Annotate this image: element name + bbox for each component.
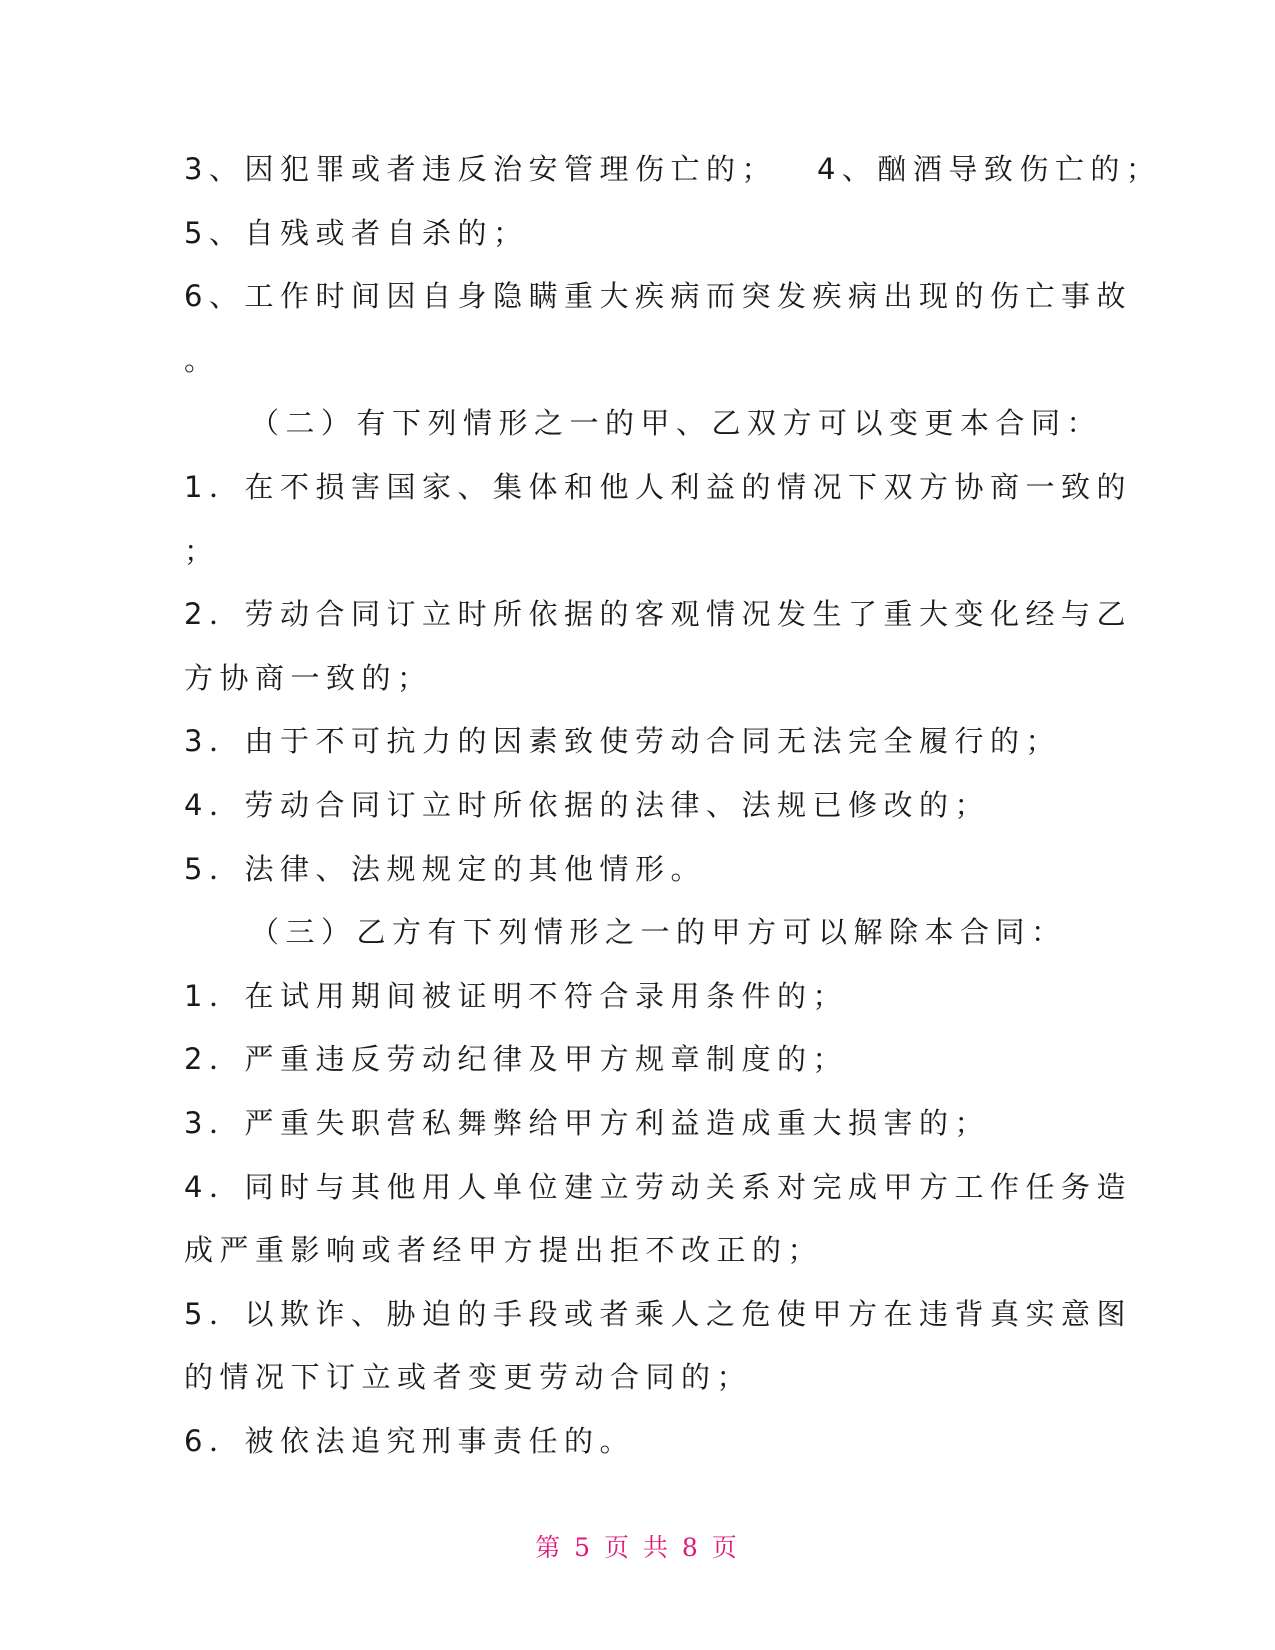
paragraph-line: 2．严重违反劳动纪律及甲方规章制度的； bbox=[184, 1042, 848, 1077]
paragraph-line: 6、工作时间因自身隐瞒重大疾病而突发疾病出现的伤亡事故 bbox=[184, 279, 1132, 314]
paragraph-line: 1．在试用期间被证明不符合录用条件的； bbox=[184, 978, 848, 1013]
paragraph-line: 3．严重失职营私舞弊给甲方利益造成重大损害的； bbox=[184, 1105, 990, 1140]
document-body bbox=[184, 138, 1162, 1473]
paragraph-line: 5．法律、法规规定的其他情形。 bbox=[184, 851, 706, 886]
clause-4: 4、酗酒导致伤亡的； bbox=[816, 152, 1162, 186]
paragraph-line: 4．劳动合同订立时所依据的法律、法规已修改的； bbox=[184, 787, 990, 822]
paragraph-line: 4．同时与其他用人单位建立劳动关系对完成甲方工作任务造 bbox=[184, 1169, 1132, 1204]
paragraph-line: 3．由于不可抗力的因素致使劳动合同无法完全履行的； bbox=[184, 724, 1061, 759]
section-heading: （三）乙方有下列情形之一的甲方可以解除本合同： bbox=[250, 915, 1067, 950]
paragraph-line: ； bbox=[184, 533, 220, 568]
paragraph-line: 2．劳动合同订立时所依据的客观情况发生了重大变化经与乙 bbox=[184, 597, 1132, 632]
paragraph-line: 6．被依法追究刑事责任的。 bbox=[184, 1423, 635, 1458]
page-number-footer: 第 5 页 共 8 页 bbox=[535, 1533, 740, 1562]
section-heading: （二）有下列情形之一的甲、乙双方可以变更本合同： bbox=[250, 406, 1103, 441]
paragraph-line: 成严重影响或者经甲方提出拒不改正的； bbox=[184, 1233, 824, 1268]
clause-3: 3、因犯罪或者违反治安管理伤亡的； bbox=[184, 152, 777, 186]
paragraph-line: 1．在不损害国家、集体和他人利益的情况下双方协商一致的 bbox=[184, 469, 1132, 504]
paragraph-line: 5．以欺诈、胁迫的手段或者乘人之危使甲方在违背真实意图 bbox=[184, 1296, 1132, 1331]
paragraph-line: 。 bbox=[184, 342, 220, 377]
paragraph-line: 的情况下订立或者变更劳动合同的； bbox=[184, 1360, 753, 1395]
paragraph-line bbox=[184, 138, 1162, 202]
paragraph-line: 方协商一致的； bbox=[184, 660, 433, 695]
paragraph-line: 5、自残或者自杀的； bbox=[184, 215, 529, 250]
